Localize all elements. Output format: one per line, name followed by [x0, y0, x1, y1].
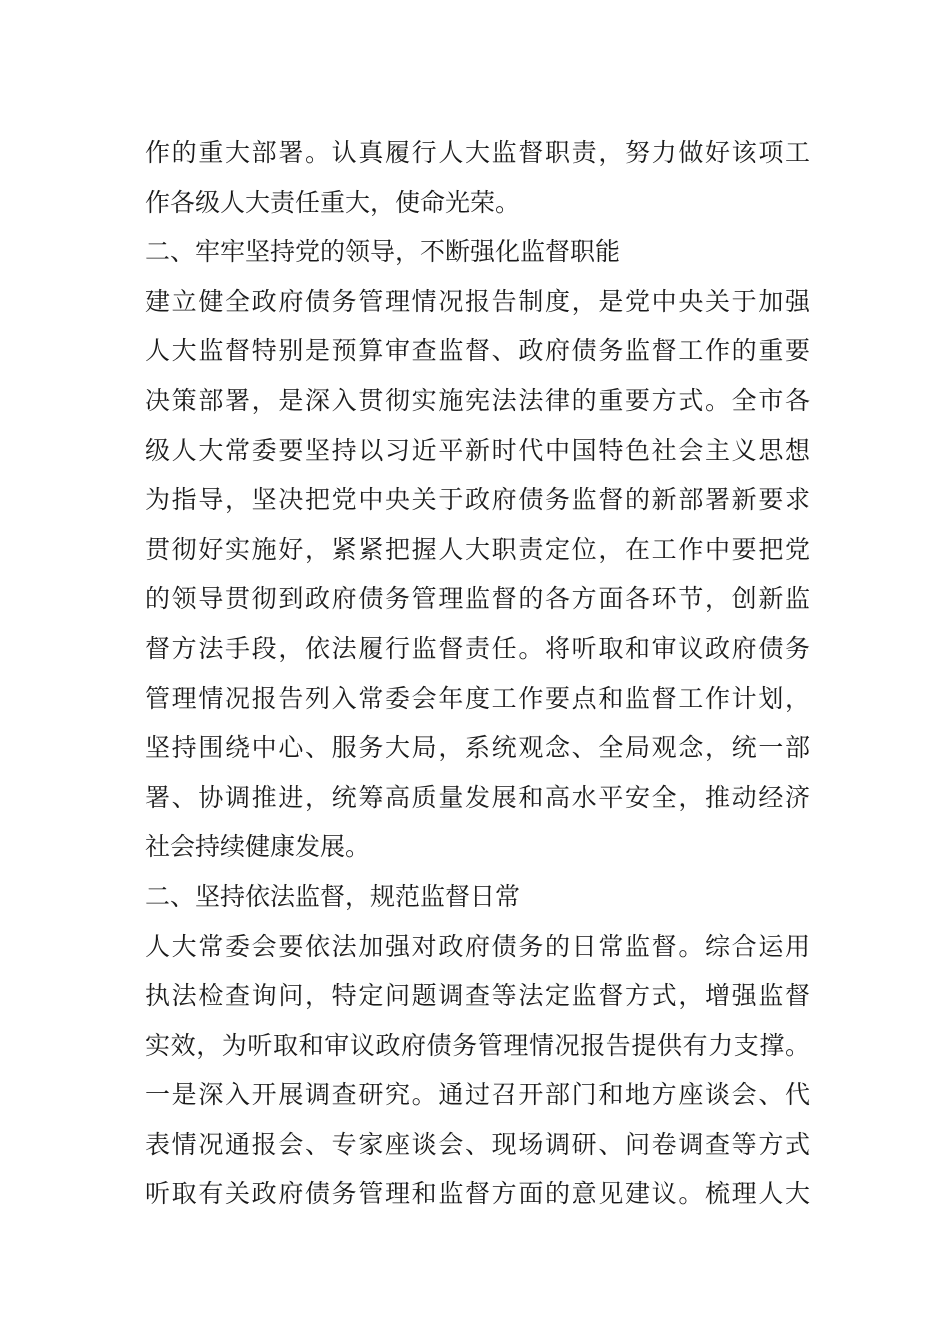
- text-line: 作各级人大责任重大，使命光荣。: [145, 187, 521, 217]
- text-line: 署、协调推进，统筹高质量发展和高水平安全，推动经济: [145, 782, 810, 812]
- text-line: 督方法手段，依法履行监督责任。将听取和审议政府债务: [145, 633, 810, 663]
- text-line: 坚持围绕中心、服务大局，系统观念、全局观念，统一部: [145, 733, 810, 763]
- text-line: 决策部署，是深入贯彻实施宪法法律的重要方式。全市各: [145, 385, 810, 415]
- text-line: 表情况通报会、专家座谈会、现场调研、问卷调查等方式: [145, 1129, 810, 1159]
- text-line: 执法检查询问，特定问题调查等法定监督方式，增强监督: [145, 981, 810, 1011]
- text-line: 贯彻好实施好，紧紧把握人大职责定位，在工作中要把党: [145, 534, 810, 564]
- text-line: 管理情况报告列入常委会年度工作要点和监督工作计划，: [145, 683, 810, 713]
- text-line: 社会持续健康发展。: [145, 832, 371, 862]
- text-line: 建立健全政府债务管理情况报告制度，是党中央关于加强: [145, 286, 810, 316]
- text-line: 听取有关政府债务管理和监督方面的意见建议。梳理人大: [145, 1179, 810, 1209]
- text-line: 实效，为听取和审议政府债务管理情况报告提供有力支撑。: [145, 1030, 810, 1060]
- text-line: 为指导，坚决把党中央关于政府债务监督的新部署新要求: [145, 485, 810, 515]
- text-line: 人大监督特别是预算审查监督、政府债务监督工作的重要: [145, 336, 810, 366]
- text-line: 级人大常委要坚持以习近平新时代中国特色社会主义思想: [145, 435, 810, 465]
- section-heading: 二、坚持依法监督，规范监督日常: [145, 881, 521, 911]
- text-line: 一是深入开展调查研究。通过召开部门和地方座谈会、代: [145, 1080, 810, 1110]
- text-line: 作的重大部署。认真履行人大监督职责，努力做好该项工: [145, 138, 810, 167]
- body-text: [145, 128, 810, 1219]
- text-line: 的领导贯彻到政府债务管理监督的各方面各环节，创新监: [145, 584, 810, 614]
- text-line: 人大常委会要依法加强对政府债务的日常监督。综合运用: [145, 931, 810, 961]
- section-heading: 二、牢牢坚持党的领导，不断强化监督职能: [145, 237, 621, 267]
